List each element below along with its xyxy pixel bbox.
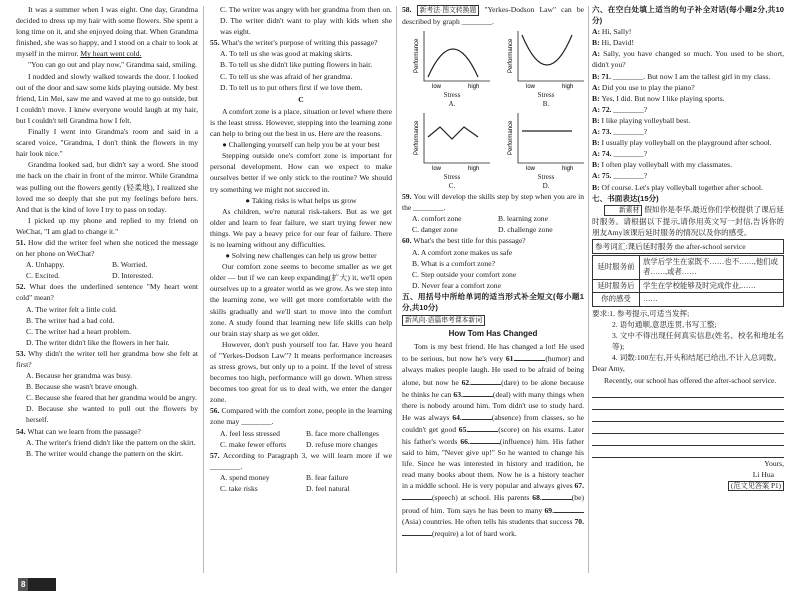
column-3 — [402, 4, 584, 539]
column-2 — [210, 4, 392, 494]
y-axis-label: Performance — [414, 120, 420, 156]
answer-line[interactable] — [592, 399, 784, 410]
x-axis-label: Stress — [443, 173, 461, 182]
answer-line[interactable] — [592, 423, 784, 434]
dialog-line: A: 75. ________? — [592, 171, 648, 181]
column-1 — [16, 4, 198, 459]
answer-line[interactable] — [592, 447, 784, 458]
option-row — [402, 213, 584, 224]
option-row — [210, 428, 392, 439]
option-row — [16, 259, 198, 270]
passage-paragraph: As children, we're natural risk-takers. But as we get older and learn to fear failure, we start trying fewer new things. We pay a heavy price for our fear of failure. There is no learning without any difficulties. — [210, 206, 392, 249]
option: B. To tell us she didn't like putting flowers in hair. — [220, 60, 373, 70]
graph-d — [502, 111, 590, 191]
dialog-line: B: I like playing volleyball best. — [592, 115, 691, 125]
option: A. spend money — [220, 472, 270, 482]
option: A. Unhappy. — [26, 260, 65, 270]
option: B. The writer had a bad cold. — [26, 315, 115, 325]
speaker: B: — [592, 38, 602, 48]
graph-b — [502, 29, 590, 109]
question-number: 56. — [210, 406, 222, 416]
dialog-line: A: 73. ________? — [592, 127, 648, 137]
option: D. challenge zone — [498, 225, 553, 235]
option: A. The writer felt a little cold. — [26, 304, 117, 314]
blank-number: 75. — [601, 171, 614, 181]
row-label: 你的感受 — [593, 293, 640, 307]
speaker: A: — [592, 104, 602, 114]
option: D. Never fear a comfort zone — [412, 280, 501, 290]
letter-opening: Recently, our school has offered the after-school service. — [604, 375, 777, 385]
x-axis-label: Stress — [537, 173, 555, 182]
blank-65[interactable] — [468, 423, 498, 432]
question-number: 60. — [402, 236, 414, 246]
blank-number: 66. — [460, 436, 470, 446]
blank-number: 62. — [461, 377, 472, 387]
option: A. The writer's friend didn't like the pattern on the skirt. — [26, 437, 196, 447]
option: D. Because she wanted to pull out the flowers by herself. — [26, 404, 198, 425]
blank-number: 71. — [601, 71, 613, 81]
question-51: 51. How did the writer feel when she noticed the message on her phone on WeChat? — [16, 237, 198, 259]
blank-number: 70. — [574, 516, 584, 526]
option: C. Because she feared that her grandma would be angry. — [26, 393, 197, 403]
dialog-line: A: Hi, Sally! — [592, 27, 632, 37]
dialog-line: A: Sally, you have changed so much. You used to be short, didn't you? — [592, 49, 784, 70]
graph-name: D. — [542, 182, 550, 191]
questions-56-57 — [210, 405, 392, 494]
questions-51-54 — [16, 237, 198, 459]
blank-70[interactable] — [402, 527, 432, 536]
passage-paragraph: However, don't push yourself too far. Have you heard of "Yerkes-Dodson Law"? It means performance increases as stress grows, but only up to a point. If the level of stress becomes too high, performance will go down. When stress becomes too great for us to deal with, we enter the danger zone. — [210, 339, 392, 405]
option: C. To tell us she was afraid of her grandma. — [220, 71, 353, 81]
option: C. The writer had a heart problem. — [26, 326, 131, 336]
option: A. comfort zone — [412, 214, 462, 224]
blank-number: 61. — [505, 354, 516, 364]
question-54: 54. What can we learn from the passage? — [16, 426, 141, 436]
passage-b — [16, 4, 198, 237]
dialog-line: B: I usually play volleyball on the playground after school. — [592, 138, 772, 148]
question-number: 59. — [402, 192, 414, 202]
option-row — [402, 224, 584, 235]
option: C. take risks — [220, 484, 258, 494]
passage-paragraph: ● Solving new challenges can help us grow better — [225, 251, 377, 261]
option: B. The writer would change the pattern on the skirt. — [26, 448, 183, 458]
column-divider — [396, 6, 397, 573]
blank-number: 74. — [601, 149, 614, 159]
option: B. fear failure — [306, 472, 349, 482]
brand-name: 一遍过 — [21, 593, 45, 602]
speaker: B: — [592, 182, 602, 192]
blank-64[interactable] — [462, 411, 492, 420]
question-type-tag: 新考法·图文转换题 — [417, 5, 480, 16]
writing-tag: 新素材 — [604, 205, 642, 216]
cloze-passage: Tom is my best friend. He has changed a lot! He used to be serious, but now he's very 61. (humor) and always makes people laugh. He used to be afraid of being alone, but now he 62. (dare) to be alone because he thinks he can 63. (deal) with many things when there is nobody around him. Tom didn't use to study hard. He was always 64. (absence) from classes, so he couldn't get good 65. (score) on his exams. Later his father's words 66. (influence) him. His father said to him, "Never give up!" So he wanted to change his life. Since he was interested in history and tradition, he read many books about them. Now he is a history teacher in a middle school. He is very popular and always gives 67.(speech) at school. His parents 68. (be) proud of him. Tom says he has been to many 69.(Asia) countries. He often tells his students that success 70.(require) a lot of hard work. — [402, 342, 584, 538]
blank-61[interactable] — [515, 352, 545, 361]
blank-number: 64. — [452, 412, 462, 422]
row-content: …… — [640, 293, 784, 307]
question-number: 54. — [16, 426, 28, 436]
answer-line[interactable] — [592, 435, 784, 446]
passage-paragraph: ● Taking risks is what helps us grow — [245, 195, 357, 205]
graph-curve — [428, 127, 478, 139]
blank-number: 65. — [458, 424, 469, 434]
question-number: 55. — [210, 38, 222, 48]
passage-paragraph: A comfort zone is a place, situation or level where there is the least stress. However, stepping into the learning zone can help to bring out the best in us. Here are the reasons. — [210, 106, 392, 139]
y-axis-label: Performance — [508, 38, 514, 74]
graph-axes — [518, 113, 584, 163]
graph-name: A. — [448, 100, 456, 109]
y-axis-label: Performance — [508, 120, 514, 156]
graph-name: C. — [448, 182, 456, 191]
dialog-line: B: I often play volleyball with my classmates. — [592, 160, 733, 170]
table-row — [593, 293, 784, 307]
x-axis-label: Stress — [443, 91, 461, 100]
speaker: B: — [592, 115, 602, 125]
question-number: 51. — [16, 237, 29, 247]
requirement: 要求:1. 参考提示,可适当发挥; — [592, 308, 690, 318]
reference-words: 参考词汇:课后延时服务 the after-school service — [592, 239, 784, 254]
letter-closing: Yours, — [764, 458, 784, 468]
blank-number: 63. — [453, 389, 463, 399]
dialog-line: B: 71. ________. But now I am the tallest girl in my class. — [592, 71, 771, 81]
option: B. Worried. — [112, 260, 148, 270]
row-label: 延时服务前 — [593, 255, 640, 279]
option: C. make fewer efforts — [220, 439, 287, 449]
service-table — [592, 255, 784, 307]
option: C. The writer was angry with her grandma from then on. — [220, 5, 392, 14]
column-divider — [588, 6, 589, 573]
requirement: 2. 语句通顺,意思连贯,书写工整; — [612, 320, 717, 330]
graph-axes — [424, 113, 490, 163]
high-label: high — [562, 166, 574, 173]
speaker: A: — [592, 49, 604, 59]
graph-axes — [424, 31, 490, 81]
option: D. The writer didn't want to play with kids when she was eight. — [220, 16, 392, 37]
speaker: A: — [592, 27, 602, 37]
dialog-line: A: Did you use to play the piano? — [592, 82, 695, 92]
graph-a — [408, 29, 496, 109]
column-divider — [203, 6, 204, 573]
option: C. danger zone — [412, 225, 458, 235]
speaker: A: — [592, 82, 602, 92]
option: D. refuse more changes — [306, 439, 378, 449]
graph-name: B. — [542, 100, 550, 109]
blank-69[interactable] — [554, 504, 584, 513]
option: A. A comfort zone makes us safe — [412, 247, 513, 257]
graph-axes — [518, 31, 584, 81]
passage-paragraph: Our comfort zone seems to become smaller as we get older — but if we can keep expanding(扩大) it, we'll open ourselves up to a greater world as we grow. As we step into the learning zone, we will get more comfortable with the skills gradually and we'll start to move into the comfort zone. A study found that learning new life skills can help our brain stay sharp as we get older. — [210, 262, 392, 338]
option: A. Because her grandma was busy. — [26, 371, 132, 381]
option: C. Excited. — [26, 271, 60, 281]
blank-62[interactable] — [471, 376, 501, 385]
requirement: 3. 文中不得出现任何真实信息(姓名、校名和地址名等); — [612, 331, 784, 352]
dialog-line: B: Hi, David! — [592, 38, 634, 48]
dialog-line: B: Yes, I did. But now I like playing sports. — [592, 93, 725, 103]
letter-greeting: Dear Amy, — [592, 364, 625, 374]
question-52: 52. What does the underlined sentence "My heart went cold" mean? — [16, 282, 198, 303]
speaker: A: — [592, 171, 602, 181]
dialogue — [592, 26, 784, 192]
dialog-line: A: 72. ________? — [592, 104, 648, 114]
column-4 — [592, 4, 784, 492]
page-number: 8 — [18, 578, 28, 591]
option-row — [16, 270, 198, 281]
speaker: B: — [592, 93, 602, 103]
speaker: B: — [592, 138, 602, 148]
underlined-sentence: My heart went cold. — [80, 49, 142, 59]
row-label: 延时服务后 — [593, 279, 640, 293]
question-57: 57. According to Paragraph 3, we will learn more if we ________. — [210, 450, 393, 471]
answer-line[interactable] — [592, 387, 784, 398]
speaker: A: — [592, 127, 602, 137]
graph-curve — [522, 35, 572, 65]
y-axis-label: Performance — [414, 38, 420, 74]
passage-paragraph: Finally I went into Grandma's room and said in a scared voice, "Grandma, I don't think the flowers in my hair look nice." — [16, 127, 198, 159]
passage-paragraph: Grandma looked sad, but didn't say a word. She stood me back on the chair in front of the mirror. While Grandma was pulling out the flowers gently (轻柔地), I realized she loved me so deeply that she put my feelings before hers. And that is the kind of love I try to pass on today. — [16, 160, 198, 214]
writing-prompt: 新素材 假如你是李华,最近你们学校提供了课后延时服务。请根据以下提示,请你用英文写一封信,告诉你的朋友Amy该课后延时服务的情况以及你的感受。 — [592, 204, 784, 237]
passage-paragraph: It was a summer when I was eight. One day, Grandma decided to dress up my hair with some flowers. She spent a long time on it, and she enjoyed doing that. When Grandma finished, she was so happy, and I stood on a chair to look at myself in the mirror. My heart went cold. — [16, 5, 198, 59]
blank-68[interactable] — [542, 491, 572, 500]
question-number: 57. — [210, 450, 223, 460]
option: D. feel natural — [306, 484, 350, 494]
blank-number: 68. — [532, 493, 542, 503]
low-label: low — [526, 166, 536, 173]
option: A. To tell us she was good at making skirts. — [220, 49, 353, 59]
section-5-heading: 五、用括号中所给单词的适当形式补全短文(每小题1分,共10分) — [402, 291, 584, 313]
section-6-heading: 六、在空白处填上适当的句子补全对话(每小题2分,共10分) — [592, 5, 784, 26]
option-row — [210, 483, 392, 494]
table-row — [593, 279, 784, 293]
question-55: 55. What's the writer's purpose of writing this passage? — [210, 38, 378, 48]
question-number: 52. — [16, 282, 30, 292]
section-5-tag: 新风向·语篇串考课本新词 — [402, 315, 485, 326]
passage-paragraph: Stepping outside one's comfort zone is important for personal development. How can we expect to make ourselves better if we only stick to the routine? We should try something we might not succeed in. — [210, 151, 392, 194]
requirement: 4. 词数:100左右,开头和结尾已给出,不计入总词数。 — [612, 353, 782, 363]
option: A. feel less stressed — [220, 428, 280, 438]
row-content: 放学后学生在家既不……也不……,他们或者……,或者…… — [640, 255, 784, 279]
blank-63[interactable] — [463, 388, 493, 397]
option: B. Because she wasn't brave enough. — [26, 382, 139, 392]
questions-59-60 — [402, 191, 584, 291]
passage-paragraph: "You can go out and play now," Grandma said, smiling. — [28, 60, 198, 70]
option-row — [210, 439, 392, 450]
option: D. The writer didn't like the flowers in her hair. — [26, 337, 170, 347]
section-c-heading: C — [298, 94, 304, 104]
writing-requirements — [592, 308, 784, 363]
option-row — [210, 472, 392, 483]
table-row — [593, 255, 784, 279]
answer-line[interactable] — [592, 411, 784, 422]
performance-stress-graphs — [408, 29, 584, 191]
passage-paragraph: ● Challenging yourself can help you be at your best — [222, 140, 380, 150]
dialog-line: B: Of course. Let's play volleyball together after school. — [592, 182, 763, 192]
answer-reference: (范文见答案 P1) — [728, 481, 784, 491]
option: B. learning zone — [498, 214, 548, 224]
question-56: 56. Compared with the comfort zone, people in the learning zone may ________. — [210, 406, 392, 427]
option: C. Step outside your comfort zone — [412, 269, 517, 279]
speaker: A: — [592, 149, 602, 159]
x-axis-label: Stress — [537, 91, 555, 100]
blank-number: 69. — [544, 505, 554, 515]
page-footer — [18, 578, 56, 602]
high-label: high — [468, 84, 480, 91]
letter-signature: Li Hua — [752, 469, 774, 479]
blank-66[interactable] — [470, 435, 500, 444]
question-60: 60. What's the best title for this passage? — [402, 236, 526, 246]
speaker: B: — [592, 160, 602, 170]
dialog-line: A: 74. ________? — [592, 149, 648, 159]
low-label: low — [526, 84, 536, 91]
graph-c — [408, 111, 496, 191]
cloze-title: How Tom Has Changed — [448, 329, 538, 339]
question-53: 53. Why didn't the writer tell her grandma how she felt at first? — [16, 348, 198, 369]
section-7-heading: 七、书面表达(15分) — [592, 193, 659, 203]
option: B. face more challenges — [306, 428, 379, 438]
passage-paragraph: I picked up my phone and replied to my friend on WeChat, "I am glad to change it." — [16, 215, 198, 236]
passage-paragraph: I nodded and slowly walked towards the door. I looked out of the door and saw some kids playing outside. My best friend, Lin Mei, saw me and waved at me to go outside, but I couldn't move. I knew everyone would laugh at my hair, but I couldn't tell Grandma how I felt. — [16, 71, 198, 125]
low-label: low — [432, 166, 442, 173]
high-label: high — [562, 84, 574, 91]
row-content: 学生在学校能够及时完成作业,…… — [640, 279, 784, 293]
speaker: B: — [592, 71, 602, 81]
blank-number: 67. — [574, 481, 584, 491]
low-label: low — [432, 84, 442, 91]
option: B. What is a comfort zone? — [412, 258, 495, 268]
question-59: 59. You will develop the skills step by step when you are in the ________. — [402, 192, 584, 213]
option: D. To tell us to put others first if we love them. — [220, 82, 363, 92]
question-58: 58. 新考法·图文转换题 "Yerkes-Dodson Law" can be described by graph ________. — [402, 5, 584, 26]
question-number: 53. — [16, 348, 29, 358]
high-label: high — [468, 166, 480, 173]
graph-curve — [428, 49, 478, 77]
blank-number: 73. — [601, 127, 614, 137]
questions-54-55 — [210, 4, 392, 93]
option: D. Interested. — [112, 271, 154, 281]
blank-number: 72. — [601, 104, 614, 114]
blank-67[interactable] — [402, 491, 432, 500]
passage-c — [210, 106, 392, 406]
